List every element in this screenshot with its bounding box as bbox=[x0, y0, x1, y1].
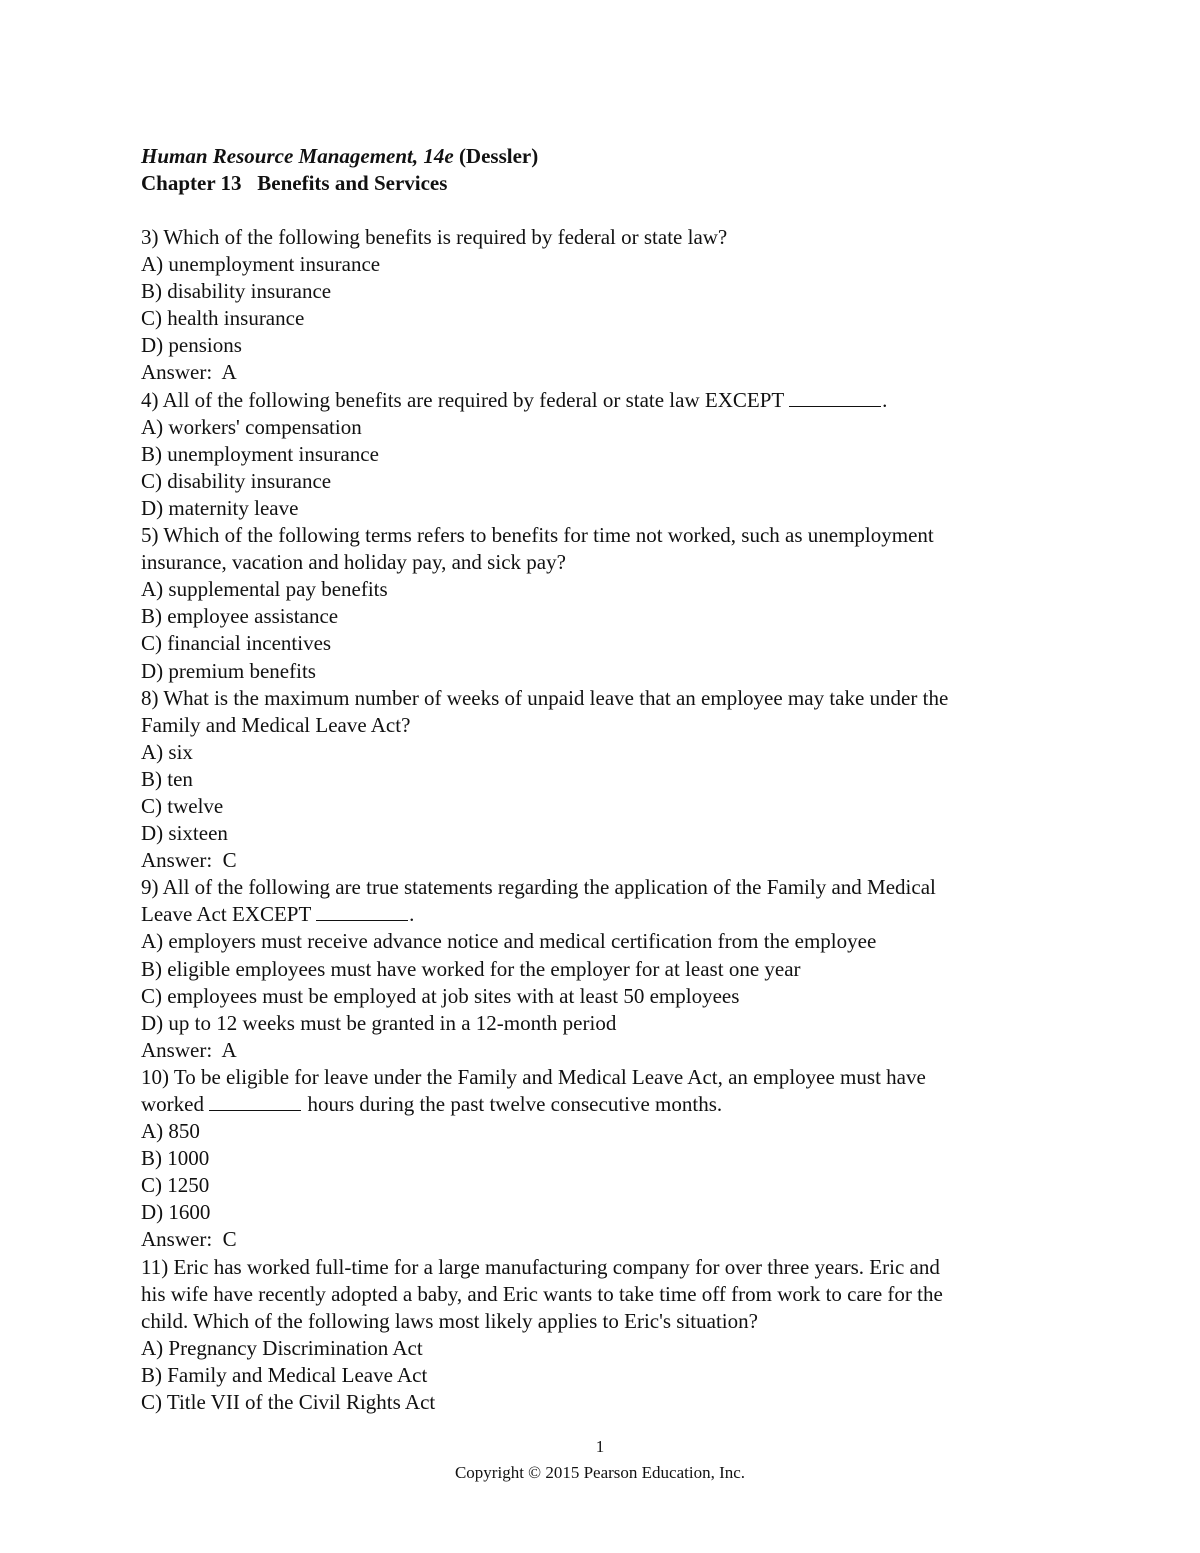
text-line bbox=[141, 603, 1081, 630]
line-text: B) eligible employees must have worked for the employer for at least one year bbox=[141, 956, 801, 981]
text-line bbox=[141, 766, 1081, 793]
line-text: Family and Medical Leave Act? bbox=[141, 712, 411, 737]
line-text: D) sixteen bbox=[141, 821, 228, 846]
line-text: Answer: A bbox=[141, 1037, 237, 1062]
text-line bbox=[141, 630, 1081, 657]
line-text: Answer: C bbox=[141, 848, 237, 873]
text-line bbox=[141, 1254, 1081, 1281]
line-text: C) Title VII of the Civil Rights Act bbox=[141, 1390, 436, 1415]
answer-blank bbox=[209, 1091, 301, 1111]
line-text: A) six bbox=[141, 739, 193, 764]
text-line bbox=[141, 1037, 1081, 1064]
line-text: B) disability insurance bbox=[141, 279, 332, 304]
line-text: D) maternity leave bbox=[141, 495, 299, 520]
text-line bbox=[141, 956, 1081, 983]
text-line bbox=[141, 1362, 1081, 1389]
page-content bbox=[141, 143, 1081, 1416]
text-line bbox=[141, 1199, 1081, 1226]
text-line bbox=[141, 820, 1081, 847]
line-text: A) unemployment insurance bbox=[141, 252, 381, 277]
line-text: worked bbox=[141, 1092, 210, 1116]
line-text: Answer: C bbox=[141, 1227, 237, 1252]
text-line bbox=[141, 549, 1081, 576]
line-text: D) up to 12 weeks must be granted in a 12-month period bbox=[141, 1010, 617, 1035]
line-text: A) employers must receive advance notice and medical certification from the employee bbox=[141, 929, 877, 954]
text-line bbox=[141, 874, 1081, 901]
line-text-after-blank: hours during the past twelve consecutive months. bbox=[302, 1092, 723, 1116]
page-number: 1 bbox=[595, 1437, 605, 1456]
text-line bbox=[141, 1091, 1081, 1118]
line-text: C) employees must be employed at job sites with at least 50 employees bbox=[141, 983, 740, 1008]
text-line bbox=[141, 1145, 1081, 1172]
text-line bbox=[141, 847, 1081, 874]
line-text: B) employee assistance bbox=[141, 604, 339, 629]
answer-blank bbox=[316, 901, 408, 921]
text-line bbox=[141, 387, 1081, 414]
text-line bbox=[141, 1226, 1081, 1253]
text-line bbox=[141, 793, 1081, 820]
text-line bbox=[141, 332, 1081, 359]
text-line bbox=[141, 1389, 1081, 1416]
text-line bbox=[141, 305, 1081, 332]
line-text-after-blank: . bbox=[409, 902, 415, 927]
line-text: B) ten bbox=[141, 766, 193, 791]
line-text: 11) Eric has worked full-time for a large manufacturing company for over three years. Eric and bbox=[141, 1254, 940, 1279]
line-text: A) workers' compensation bbox=[141, 414, 362, 439]
line-text: A) supplemental pay benefits bbox=[141, 577, 388, 602]
copyright-notice: Copyright © 2015 Pearson Education, Inc. bbox=[454, 1463, 746, 1482]
text-line bbox=[141, 224, 1081, 251]
text-line bbox=[141, 495, 1081, 522]
line-text: 10) To be eligible for leave under the Family and Medical Leave Act, an employee must have bbox=[141, 1064, 926, 1089]
line-text-after-blank: . bbox=[882, 387, 888, 412]
line-text: 8) What is the maximum number of weeks of unpaid leave that an employee may take under the bbox=[141, 685, 949, 710]
line-text: A) 850 bbox=[141, 1119, 200, 1144]
answer-blank bbox=[789, 387, 881, 407]
line-text: B) 1000 bbox=[141, 1146, 210, 1171]
text-line bbox=[141, 1010, 1081, 1037]
text-line bbox=[141, 1064, 1081, 1091]
text-line bbox=[141, 1308, 1081, 1335]
line-text: B) Family and Medical Leave Act bbox=[141, 1362, 428, 1387]
line-text: C) disability insurance bbox=[141, 468, 332, 493]
line-text: D) pensions bbox=[141, 333, 242, 358]
text-line bbox=[141, 1172, 1081, 1199]
author: (Dessler) bbox=[453, 144, 539, 168]
text-line bbox=[141, 251, 1081, 278]
text-line bbox=[141, 414, 1081, 441]
line-text: insurance, vacation and holiday pay, and sick pay? bbox=[141, 550, 566, 575]
line-text: C) financial incentives bbox=[141, 631, 332, 656]
text-line bbox=[141, 576, 1081, 603]
chapter-title: Chapter 13 Benefits and Services bbox=[141, 171, 448, 195]
line-text: 9) All of the following are true statements regarding the application of the Family and Medical bbox=[141, 875, 936, 900]
text-line bbox=[141, 278, 1081, 305]
text-line bbox=[141, 1335, 1081, 1362]
text-line bbox=[141, 712, 1081, 739]
text-line bbox=[141, 359, 1081, 386]
text-line bbox=[141, 1281, 1081, 1308]
line-text: C) health insurance bbox=[141, 306, 305, 331]
text-line bbox=[141, 685, 1081, 712]
text-line bbox=[141, 983, 1081, 1010]
text-line bbox=[141, 522, 1081, 549]
line-text: child. Which of the following laws most likely applies to Eric's situation? bbox=[141, 1308, 758, 1333]
line-text: A) Pregnancy Discrimination Act bbox=[141, 1335, 423, 1360]
line-text: C) 1250 bbox=[141, 1173, 210, 1198]
text-line bbox=[141, 901, 1081, 928]
text-line bbox=[141, 1118, 1081, 1145]
line-text: 5) Which of the following terms refers to benefits for time not worked, such as unemployment bbox=[141, 523, 934, 548]
text-line bbox=[141, 441, 1081, 468]
document-header bbox=[141, 143, 1081, 170]
line-text: Answer: A bbox=[141, 360, 237, 385]
book-title: Human Resource Management, 14e bbox=[141, 144, 454, 168]
line-text: D) premium benefits bbox=[141, 658, 316, 683]
line-text: his wife have recently adopted a baby, and Eric wants to take time off from work to care for the bbox=[141, 1281, 943, 1306]
text-line bbox=[141, 468, 1081, 495]
question-list bbox=[141, 224, 1081, 1416]
line-text: C) twelve bbox=[141, 793, 224, 818]
text-line bbox=[141, 739, 1081, 766]
text-line bbox=[141, 658, 1081, 685]
line-text: 3) Which of the following benefits is required by federal or state law? bbox=[141, 225, 728, 249]
line-text: B) unemployment insurance bbox=[141, 441, 379, 466]
text-line bbox=[141, 928, 1081, 955]
line-text: Leave Act EXCEPT bbox=[141, 902, 317, 927]
line-text: D) 1600 bbox=[141, 1200, 211, 1225]
line-text: 4) All of the following benefits are required by federal or state law EXCEPT bbox=[141, 387, 790, 412]
